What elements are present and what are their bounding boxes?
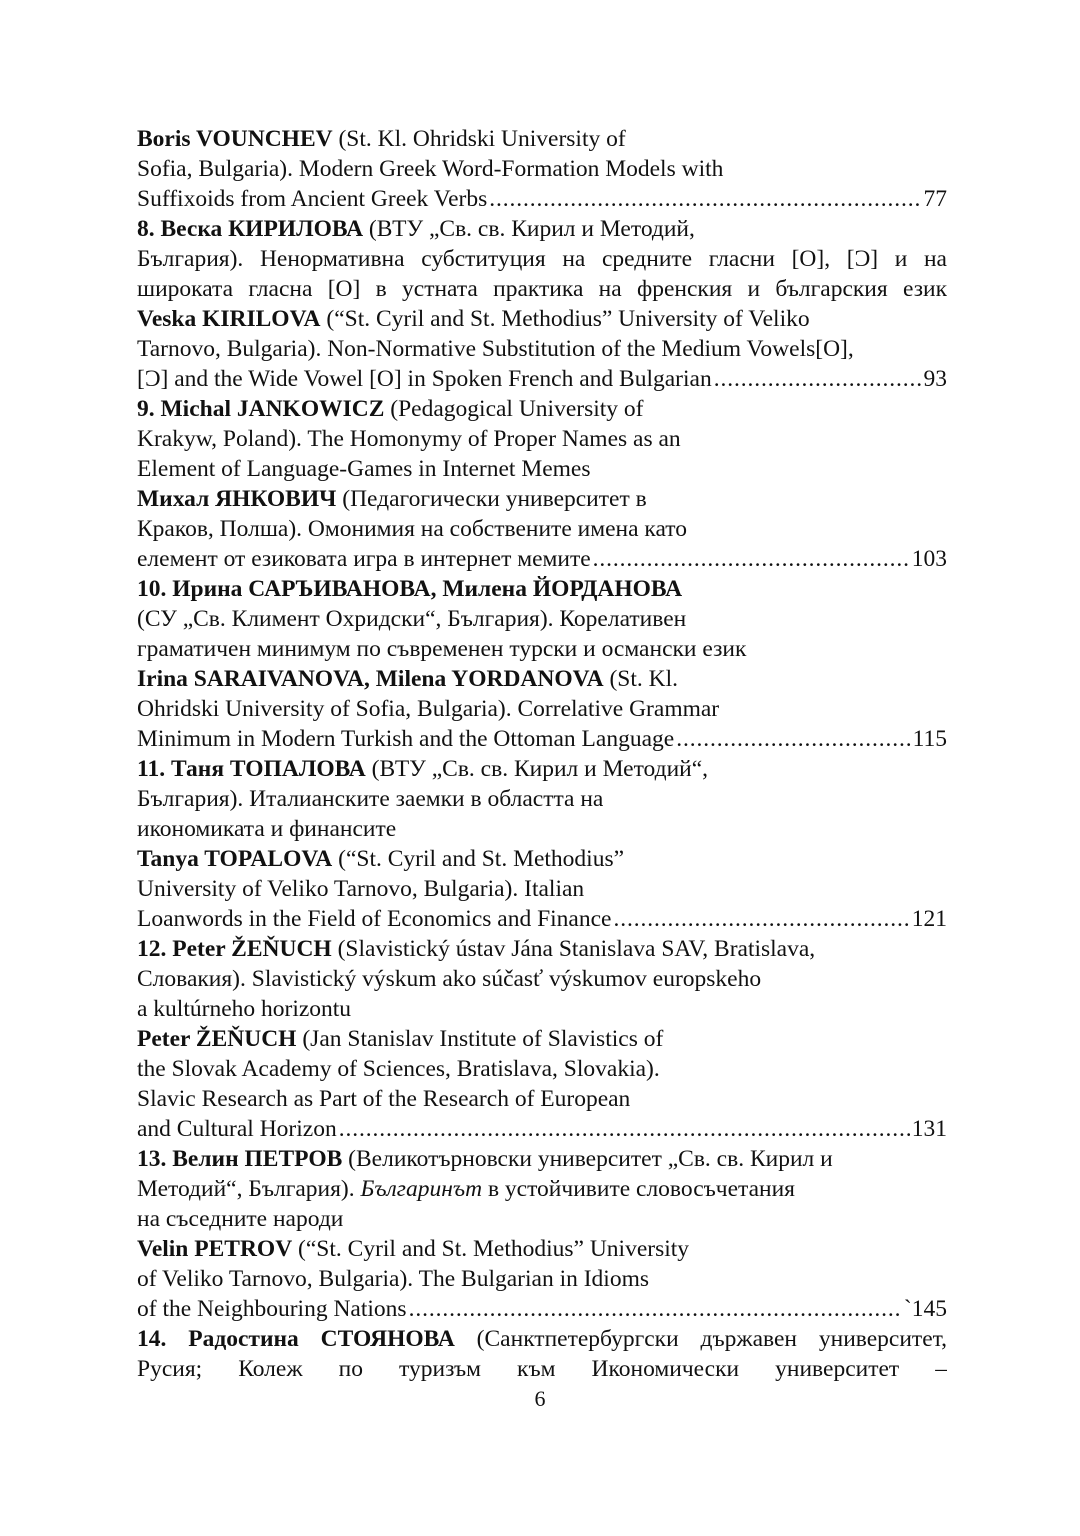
entry-text: (“St. Cyril and St. Methodius” University [292,1236,690,1262]
entry-text: (St. Kl. Ohridski University of [332,126,626,152]
toc-line [137,1204,947,1234]
entry-text: (Педагогически университет в [336,486,647,512]
toc-entry-line-with-page [137,1114,947,1144]
entry-text: Loanwords in the Field of Economics and Finance [137,906,612,932]
author-names: Tanya TOPALOVA [137,846,333,872]
entry-text: (“St. Cyril and St. Methodius” University of Veliko [320,306,810,332]
toc-line [137,1144,947,1174]
entry-text: of Veliko Tarnovo, Bulgaria). The Bulgarian in Idioms [137,1266,650,1292]
entry-text: широката гласна [O] в устната практика на френския и българския език [137,276,947,302]
entry-text: (СУ „Св. Климент Охридски“, България). Корелативен [137,606,687,632]
entry-text: the Slovak Academy of Sciences, Bratislava, Slovakia). [137,1056,660,1082]
toc-line [137,484,947,514]
toc-line [137,814,947,844]
toc-line [137,664,947,694]
toc-line [137,1264,947,1294]
toc-line [137,1054,947,1084]
entry-text: Краков, Полша). Омонимия на собствените имена като [137,516,687,542]
entry-text: (ВТУ „Св. св. Кирил и Методий“, [365,756,709,782]
author-names: 11. Таня ТОПАЛОВА [137,756,366,782]
toc-line [137,994,947,1024]
italic-term: Българинът [360,1176,483,1202]
entry-text: (“St. Cyril and St. Methodius” [332,846,625,872]
entry-page-number: 93 [923,366,947,392]
dot-leader [613,904,909,934]
entry-text: (St. Kl. [603,666,679,692]
toc-line [137,454,947,484]
entry-page-number: 121 [911,906,947,932]
dot-leader [676,724,910,754]
toc-line-text [137,724,674,754]
entry-text: (Pedagogical University of [384,396,644,422]
toc-line [137,514,947,544]
entry-text: Element of Language-Games in Internet Memes [137,456,591,482]
toc-line-text [137,1294,407,1324]
toc-line [137,754,947,784]
toc-line [137,574,947,604]
toc-line [137,124,947,154]
toc-line [137,964,947,994]
toc-line-text [137,364,712,394]
entry-text: Sofia, Bulgaria). Modern Greek Word-Formation Models with [137,156,724,182]
table-of-contents [137,124,947,1384]
entry-page-number: 115 [912,726,947,752]
toc-line [137,934,947,964]
entry-text: (Slavistický ústav Jána Stanislava SAV, Bratislava, [331,936,816,962]
entry-text: Krakyw, Poland). The Homonymy of Proper Names as an [137,426,681,452]
entry-text: University of Veliko Tarnovo, Bulgaria). Italian [137,876,585,902]
entry-text: Suffixoids from Ancient Greek Verbs [137,186,488,212]
entry-text: Русия; Колеж по туризъм към Икономически университет – [137,1356,947,1382]
toc-line [137,334,947,364]
entry-text: на съседните народи [137,1206,344,1232]
toc-entry-line-with-page [137,904,947,934]
entry-text: and Cultural Horizon [137,1116,337,1142]
toc-line-text [137,904,611,934]
entry-page-number: 103 [911,546,947,572]
toc-line [137,874,947,904]
entry-text: граматичен минимум по съвременен турски и османски език [137,636,747,662]
author-names: Irina SARAIVANOVA, Milena YORDANOVA [137,666,604,692]
author-names: Boris VOUNCHEV [137,126,333,152]
author-names: 9. Michal JANKOWICZ [137,396,385,422]
toc-line [137,154,947,184]
entry-text: Slavic Research as Part of the Research of European [137,1086,631,1112]
entry-text: (Санктпетербургски държавен университет, [454,1326,947,1352]
toc-line [137,694,947,724]
toc-entry-line-with-page [137,184,947,214]
dot-leader [714,364,922,394]
entry-text: Ohridski University of Sofia, Bulgaria). Correlative Grammar [137,696,720,722]
entry-text: of the Neighbouring Nations [137,1296,407,1322]
dot-leader [409,1294,902,1324]
author-names: 8. Веска КИРИЛОВА [137,216,364,242]
entry-text: (Великотърновски университет „Св. св. Кирил и [342,1146,833,1172]
entry-text: (Jan Stanislav Institute of Slavistics of [296,1026,664,1052]
toc-line-text [137,1114,337,1144]
toc-line [137,1234,947,1264]
entry-text: Tarnovo, Bulgaria). Non-Normative Substitution of the Medium Vowels[O], [137,336,854,362]
toc-entry-line-with-page [137,724,947,754]
dot-leader [489,184,921,214]
toc-line [137,1324,947,1354]
entry-text: a kultúrneho horizontu [137,996,352,1022]
entry-page-number: 131 [911,1116,947,1142]
entry-text: [Ɔ] and the Wide Vowel [O] in Spoken French and Bulgarian [137,366,712,392]
author-names: Veska KIRILOVA [137,306,321,332]
entry-text: икономиката и финансите [137,816,397,842]
toc-line [137,634,947,664]
toc-entry-line-with-page [137,364,947,394]
entry-text: България). Италианските заемки в областта на [137,786,604,812]
entry-text: Словакия). Slavistický výskum ako súčasť výskumov europskeho [137,966,762,992]
toc-line [137,274,947,304]
toc-entry-line-with-page [137,1294,947,1324]
page-number: 6 [534,1386,546,1411]
author-names: 13. Велин ПЕТРОВ [137,1146,343,1172]
entry-text: Методий“, България). [137,1176,361,1202]
toc-line [137,394,947,424]
author-names: 14. Радостина СТОЯНОВА [137,1326,455,1352]
entry-page-number: 77 [923,186,947,212]
toc-line [137,1024,947,1054]
toc-line [137,1084,947,1114]
toc-line-text [137,544,591,574]
author-names: Velin PETROV [137,1236,293,1262]
author-names: 10. Ирина САРЪИВАНОВА, Милена ЙОРДАНОВА [137,576,683,602]
toc-line [137,424,947,454]
entry-text: в устойчивите словосъчетания [482,1176,795,1202]
entry-text: (ВТУ „Св. св. Кирил и Методий, [363,216,695,242]
toc-line [137,1354,947,1384]
toc-line [137,214,947,244]
entry-text: Minimum in Modern Turkish and the Ottoman Language [137,726,675,752]
toc-line [137,604,947,634]
toc-line [137,244,947,274]
author-names: Михал ЯНКОВИЧ [137,486,337,512]
dot-leader [339,1114,910,1144]
author-names: 12. Peter ŽEŇUCH [137,936,332,962]
entry-text: България). Ненормативна субституция на средните гласни [O], [Ɔ] и на [137,246,947,272]
toc-line-text [137,184,487,214]
entry-page-number: `145 [903,1296,947,1322]
toc-line [137,844,947,874]
toc-line [137,304,947,334]
entry-text: елемент от езиковата игра в интернет мемите [137,546,591,572]
toc-entry-line-with-page [137,544,947,574]
author-names: Peter ŽEŇUCH [137,1026,297,1052]
dot-leader [593,544,910,574]
toc-line [137,784,947,814]
toc-line [137,1174,947,1204]
